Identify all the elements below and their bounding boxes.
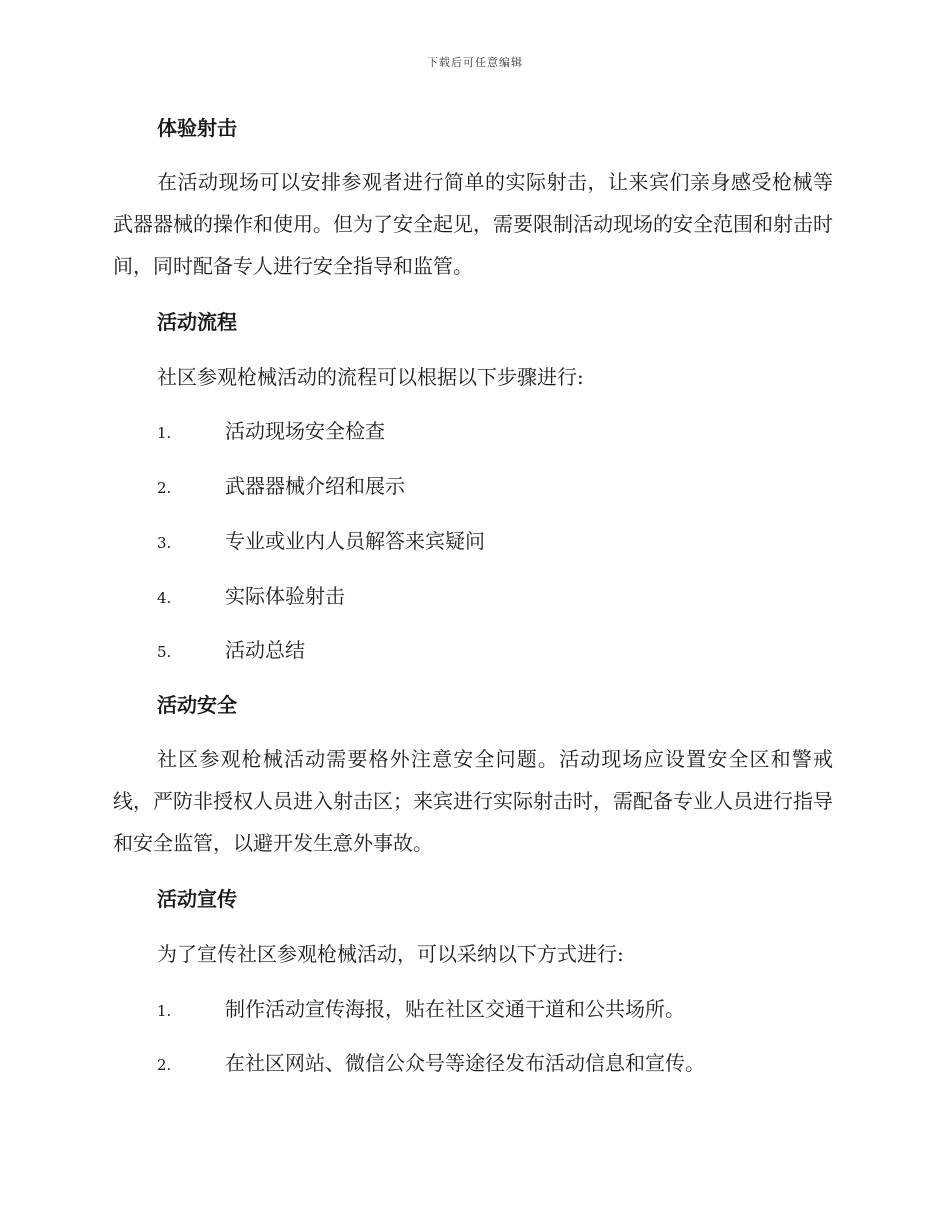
section-body-safety: 社区参观枪械活动需要格外注意安全问题。活动现场应设置安全区和警戒线，严防非授权人员进入射击区；来宾进行实际射击时，需配备专业人员进行指导和安全监管，以避开发生意外事故。 [113,747,833,855]
list-number: 5. [157,643,172,661]
section-heading-shooting: 体验射击 [157,116,237,140]
list-text: 活动现场安全检查 [225,419,385,443]
list-text: 活动总结 [225,638,305,662]
list-number: 4. [157,589,172,607]
section-heading-safety: 活动安全 [157,693,237,717]
section-heading-process: 活动流程 [157,310,237,334]
list-number: 1. [157,1002,172,1020]
list-text: 实际体验射击 [225,584,345,608]
section-body-shooting: 在活动现场可以安排参观者进行简单的实际射击，让来宾们亲身感受枪械等武器器械的操作和使用。但为了安全起见，需要限制活动现场的安全范围和射击时间，同时配备专人进行安全指导和监管。 [113,170,833,278]
list-number: 2. [157,479,172,497]
section-intro-promotion: 为了宣传社区参观枪械活动，可以采纳以下方式进行: [157,942,624,966]
section-intro-process: 社区参观枪械活动的流程可以根据以下步骤进行: [157,365,584,389]
list-text: 武器器械介绍和展示 [225,474,405,498]
page-header: 下载后可任意编辑 [427,56,523,69]
list-number: 3. [157,534,172,552]
section-heading-promotion: 活动宣传 [157,887,237,911]
list-text: 制作活动宣传海报，贴在社区交通干道和公共场所。 [225,997,685,1021]
list-text: 专业或业内人员解答来宾疑问 [225,529,485,553]
list-text: 在社区网站、微信公众号等途径发布活动信息和宣传。 [225,1051,705,1075]
list-number: 2. [157,1056,172,1074]
list-number: 1. [157,424,172,442]
